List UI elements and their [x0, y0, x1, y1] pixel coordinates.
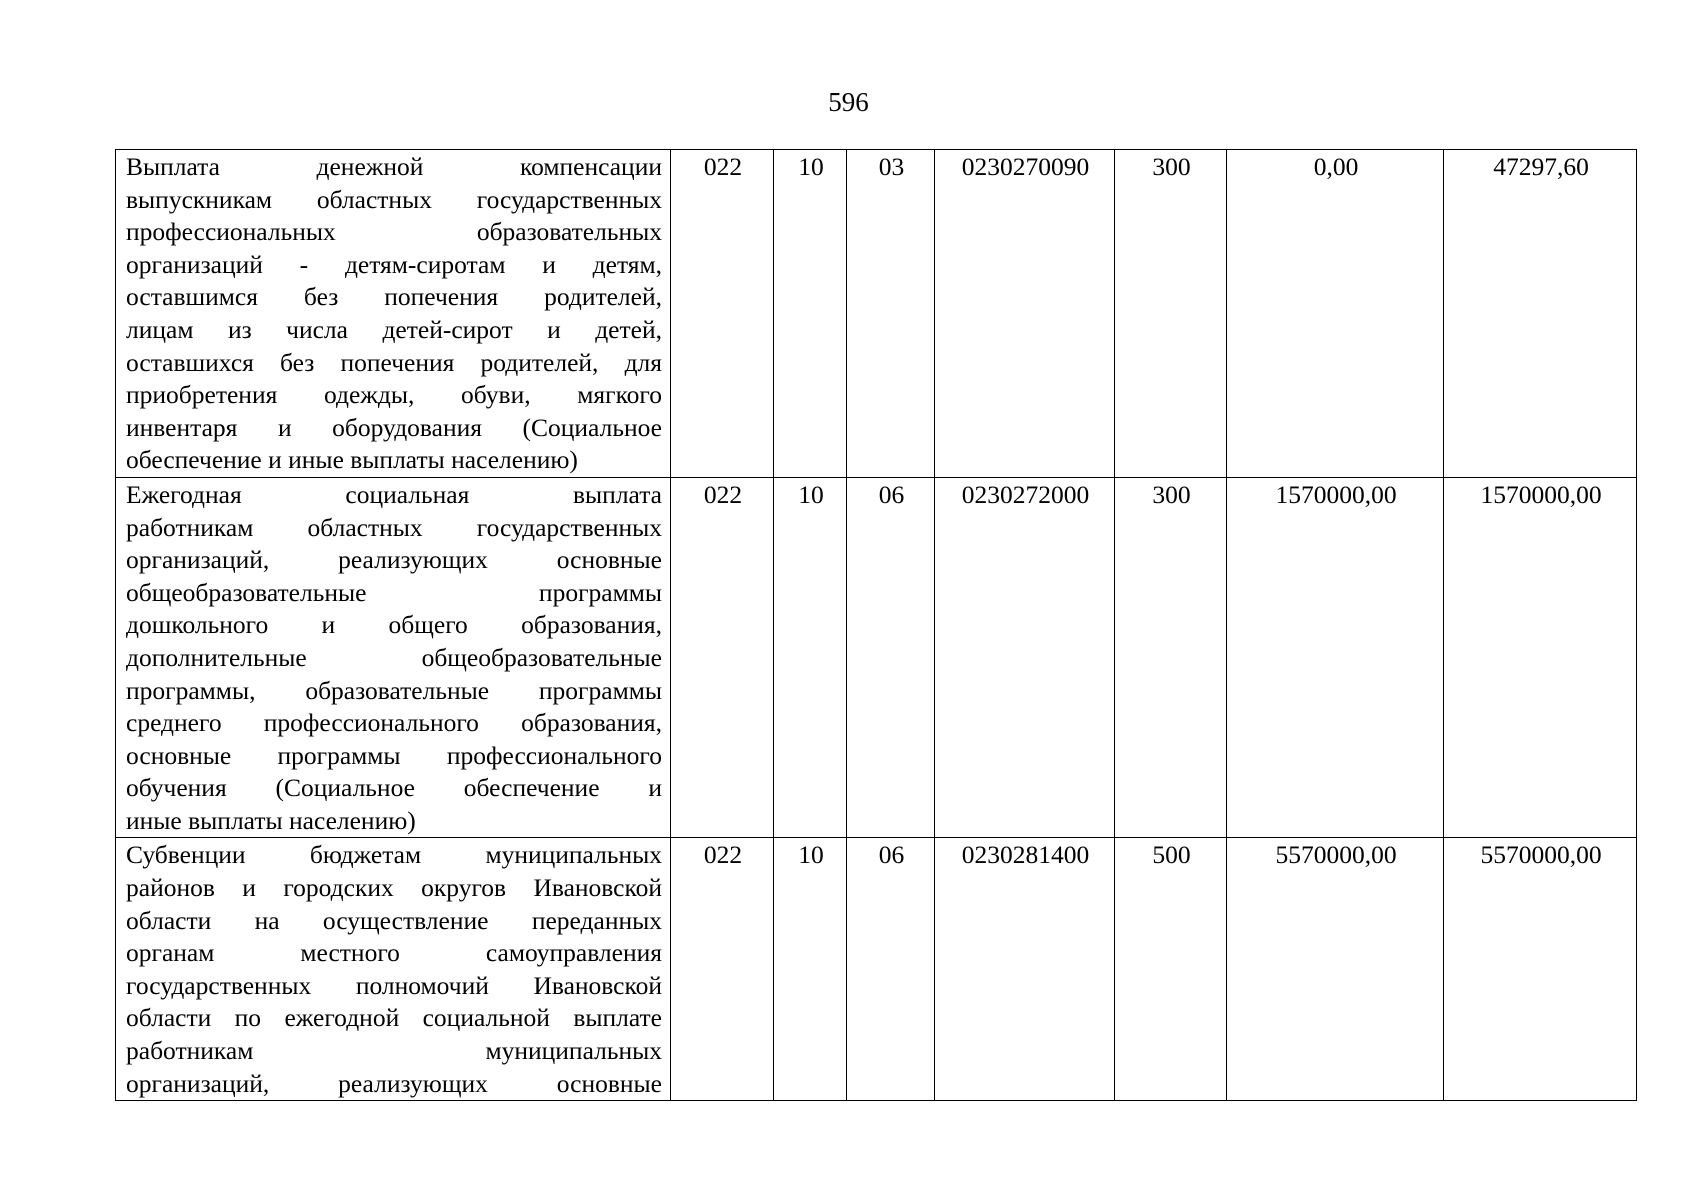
amount-2-cell: 5570000,00	[1444, 838, 1637, 1101]
expense-type-cell: 500	[1115, 838, 1227, 1101]
description-line: лицам из числа детей-сирот и детей,	[126, 314, 662, 344]
description-line: районов и городских округов Ивановской	[126, 873, 662, 903]
description-line: работникам муниципальных	[126, 1036, 662, 1066]
description-line: организаций, реализующих основные	[126, 545, 662, 575]
amount-2-cell: 1570000,00	[1444, 477, 1637, 838]
description-line: Субвенции бюджетам муниципальных	[126, 840, 662, 870]
description-line: организаций - детям-сиротам и детям,	[126, 249, 662, 279]
description-line: программы, образовательные программы	[126, 675, 662, 705]
amount-1-cell: 0,00	[1227, 150, 1444, 478]
table-row	[116, 838, 1637, 1101]
ministry-code-cell: 022	[671, 838, 774, 1101]
description-line: иные выплаты населению)	[126, 805, 416, 835]
subsection-code-cell: 06	[847, 477, 935, 838]
description-line: области по ежегодной социальной выплате	[126, 1003, 662, 1033]
description-line: основные программы профессионального	[126, 740, 662, 770]
subsection-code-cell: 06	[847, 838, 935, 1101]
description-line: среднего профессионального образования,	[126, 708, 662, 738]
description-line: оставшихся без попечения родителей, для	[126, 347, 662, 377]
description-line: приобретения одежды, обуви, мягкого	[126, 380, 662, 410]
amount-2-cell: 47297,60	[1444, 150, 1637, 478]
page-number: 596	[828, 87, 869, 117]
description-line: обеспечение и иные выплаты населению)	[126, 445, 578, 475]
budget-table	[115, 149, 1637, 1101]
description-line: органам местного самоуправления	[126, 938, 662, 968]
description-line: организаций, реализующих основные	[126, 1068, 662, 1098]
amount-1-cell: 1570000,00	[1227, 477, 1444, 838]
target-article-cell: 0230281400	[935, 838, 1115, 1101]
table-row	[116, 477, 1637, 838]
description-line: инвентаря и оборудования (Социальное	[126, 412, 662, 442]
description-line: государственных полномочий Ивановской	[126, 970, 662, 1000]
description-line: дополнительные общеобразовательные	[126, 642, 662, 672]
description-line: работникам областных государственных	[126, 512, 662, 542]
expense-type-cell: 300	[1115, 150, 1227, 478]
ministry-code-cell: 022	[671, 150, 774, 478]
section-code-cell: 10	[774, 150, 847, 478]
description-line: Ежегодная социальная выплата	[126, 479, 662, 509]
description-cell	[116, 838, 671, 1101]
target-article-cell: 0230272000	[935, 477, 1115, 838]
ministry-code-cell: 022	[671, 477, 774, 838]
description-line: профессиональных образовательных	[126, 217, 662, 247]
target-article-cell: 0230270090	[935, 150, 1115, 478]
subsection-code-cell: 03	[847, 150, 935, 478]
description-line: оставшимся без попечения родителей,	[126, 282, 662, 312]
description-line: выпускникам областных государственных	[126, 184, 662, 214]
description-cell	[116, 150, 671, 478]
section-code-cell: 10	[774, 477, 847, 838]
description-line: дошкольного и общего образования,	[126, 610, 662, 640]
description-line: обучения (Социальное обеспечение и	[126, 773, 662, 803]
description-line: Выплата денежной компенсации	[126, 152, 662, 181]
expense-type-cell: 300	[1115, 477, 1227, 838]
description-line: общеобразовательные программы	[126, 577, 662, 607]
table-body	[116, 150, 1637, 1101]
amount-1-cell: 5570000,00	[1227, 838, 1444, 1101]
description-cell	[116, 477, 671, 838]
description-line: области на осуществление переданных	[126, 905, 662, 935]
table-row	[116, 150, 1637, 478]
section-code-cell: 10	[774, 838, 847, 1101]
